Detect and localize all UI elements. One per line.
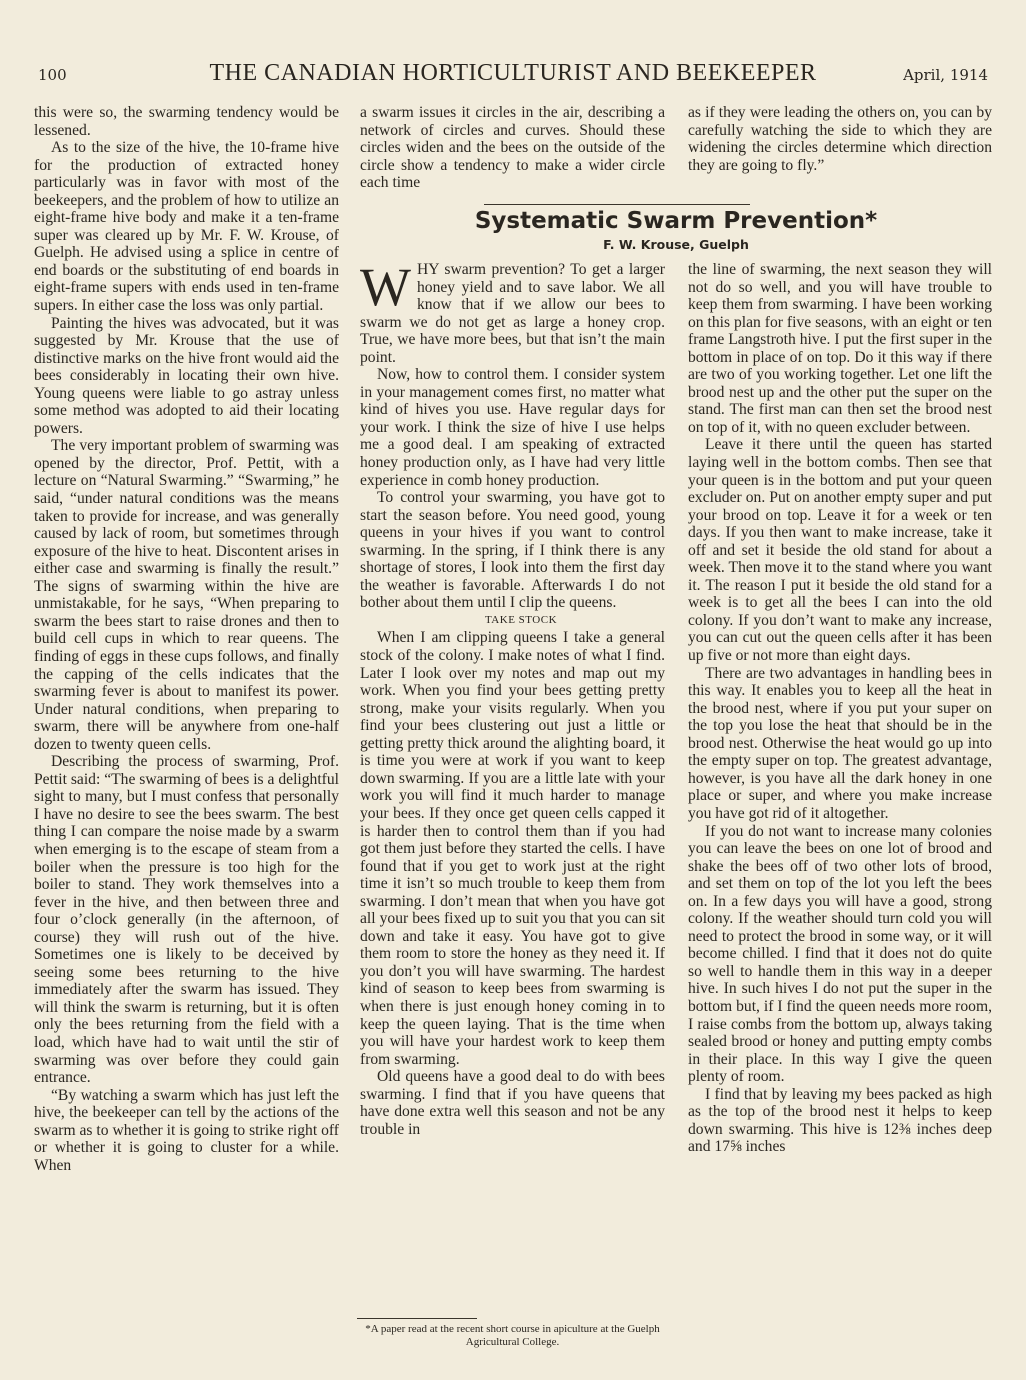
paragraph: To control your swarming, you have got to start the season before. You need good, young queens in your hives if you want to control swarming. In the spring, if I think there is any shortage of stores, I look into them the first day the weather is favorable. Afterwards I do not bother about them until I clip the queens. (360, 489, 665, 612)
page-header (34, 58, 992, 88)
paragraph: The very important problem of swarming was opened by the director, Prof. Pettit, with a lecture on “Natural Swarming.” “Swarming,” he said, “under natural conditions was the means taken to provide for increase, and was generally caused by lack of room, but sometimes through exposure of the hive to heat. Discontent arises in either case and swarming is finally the result.” The signs of swarming within the hive are unmistakable, for he says, “When preparing to swarm the bees start to raise drones and then to build cell cups in which to rear queens. The finding of eggs in these cups follows, and finally the capping of the cells indicates that the swarming fever is about to manifest its power. Under natural conditions, when preparing to swarm, there will be anywhere from one-half dozen to twenty queen cells. (34, 437, 339, 753)
article-divider (484, 204, 750, 205)
paragraph: When I am clipping queens I take a general stock of the colony. I make notes of what I find. Later I look over my notes and map out my work. When you find your bees getting pretty strong, make your visits regularly. When you find your bees clustering out just a little or getting pretty thick around the alighting board, it is time you were at work if you want to keep down swarming. If you are a little late with your work you will find it much harder to manage your bees. If they once get queen cells capped it is harder then to control them than if you had got them just before they started the cells. I have found that if you get to work just at the right time it isn’t so much trouble to keep them from swarming. I don’t mean that when you have got all your bees fixed up to suit you that you can sit down and take it easy. You have got to give them room to store the honey as they need it. If you don’t you will have swarming. The hardest kind of season to keep bees from swarming is when there is just enough honey coming in to keep the queen laying. That is the time when you will have your hardest work to keep them from swarming. (360, 629, 665, 1068)
footnote: *A paper read at the recent short course in apiculture at the Guelph Agricultural College. (365, 1323, 660, 1348)
paragraph: Now, how to control them. I consider system in your management comes first, no matter what kind of hives you use. Have regular days for your work. I think the size of hive I use helps me a good deal. I am speaking of extracted honey production only, as I have had very little experience in comb honey production. (360, 366, 665, 489)
paragraph: Leave it there until the queen has started laying well in the bottom combs. Then see that your queen is in the bottom and put your queen excluder on. Put on another empty super and put your brood on top. Leave it for a week or ten days. If you then want to make increase, take it off and set it beside the old stand for about a week. Then move it to the stand where you want it. The reason I put it beside the old stand for a week is to get all the bees I can into the old colony. If you don’t want to make any increase, you can cut out the queen cells after it has been up five or not more than eight days. (688, 436, 992, 665)
paragraph: Painting the hives was advocated, but it was suggested by Mr. Krouse that the use of distinctive marks on the hive front would aid the bees considerably in locating their own hive. Young queens were liable to go astray unless some method was adopted to aid their locating powers. (34, 314, 339, 437)
journal-title: THE CANADIAN HORTICULTURIST AND BEEKEEPER (209, 60, 817, 86)
page-number: 100 (38, 66, 67, 84)
article-title: Systematic Swarm Prevention* (474, 208, 878, 234)
paragraph: this were so, the swarming tendency would be lessened. (34, 104, 339, 139)
paragraph: I find that by leaving my bees packed as high as the top of the brood nest it helps to keep down swarming. This hive is 12⅜ inches deep and 17⅝ inches (688, 1085, 992, 1156)
article-byline: F. W. Krouse, Guelph (603, 237, 749, 252)
paragraph: Old queens have a good deal to do with bees swarming. I find that if you have queens that have done extra well this season and not be any trouble in (360, 1068, 665, 1138)
paragraph (360, 257, 665, 366)
paragraph: as if they were leading the others on, you can by carefully watching the side to which they are widening the circles determine which direction they are going to fly.” (688, 104, 992, 174)
article-column-middle (360, 257, 665, 1138)
column-left (34, 104, 339, 1174)
paragraph-text: HY swarm prevention? To get a larger honey yield and to save labor. We all know that if we allow our bees to swarm we do not get as large a honey crop. True, we have more bees, but that isn’t the main point. (360, 261, 665, 366)
drop-cap: W (360, 257, 411, 317)
article-column-right (688, 261, 992, 1156)
paragraph: If you do not want to increase many colonies you can leave the bees on one lot of brood and shake the bees off of two other lots of brood, and set them on top of the lot you left the bees on. In a few days you will have a good, strong colony. If the weather should turn cold you will need to protect the brood in some way, or it will become chilled. I find that it does not do quite so well to handle them in this way in a deeper hive. In such hives I do not put the super in the bottom but, if I find the queen needs more room, I raise combs from the bottom up, always taking sealed brood or honey and putting empty combs in their place. In this way I give the queen plenty of room. (688, 822, 992, 1086)
section-subhead: TAKE STOCK (484, 613, 558, 626)
paragraph: There are two advantages in handling bees in this way. It enables you to keep all the heat in the brood nest, where if you put your super on the top you lose the heat that should be in the brood nest. Otherwise the heat would go up into the empty super on top. The greatest advantage, however, is you have all the dark honey in one place or super, and where you make increase you have got rid of it altogether. (688, 664, 992, 822)
issue-date: April, 1914 (903, 66, 988, 84)
paragraph: Describing the process of swarming, Prof. Pettit said: “The swarming of bees is a delightful sight to many, but I must confess that personally I have no desire to see the bees swarm. The best thing I can compare the noise made by a swarm when emerging is to the escape of steam from a boiler when the pressure is too high for the boiler to stand. They work themselves into a fever in the hive, and then between three and four o’clock generally (in the afternoon, of course) they will rush out of the hive. Sometimes one is likely to be deceived by seeing some bees returning to the hive immediately after the swarm has issued. They will think the swarm is returning, but it is often only the bees returning from the field with a load, which have had to wait until the stir of swarming was over before they could gain entrance. (34, 753, 339, 1087)
paragraph: a swarm issues it circles in the air, describing a network of circles and curves. Should these circles widen and the bees on the outside of the circle show a tendency to make a wider circle each time (360, 104, 665, 192)
paragraph: “By watching a swarm which has just left the hive, the beekeeper can tell by the actions of the swarm as to whether it is going to strike right off or whether it is going to cluster for a while. When (34, 1086, 339, 1174)
paragraph: the line of swarming, the next season they will not do so well, and you will have trouble to keep them from swarming. I have been working on this plan for five seasons, with an eight or ten frame Langstroth hive. I put the first super in the bottom in place of on top. Do it this way if there are two of you working together. Let one lift the brood nest up and the other put the super on the stand. The first man can then set the brood nest on top of it, with no queen excluder between. (688, 261, 992, 436)
column-middle-top (360, 104, 665, 192)
paragraph: As to the size of the hive, the 10-frame hive for the production of extracted honey particularly was in favor with most of the beekeepers, and the problem of how to utilize an eight-frame hive body and make it a ten-frame super was cleared up by Mr. F. W. Krouse, of Guelph. He advised using a splice in centre of end boards or the substituting of end boards in eight-frame supers with ends used in ten-frame supers. In either case the loss was only partial. (34, 139, 339, 315)
column-right-top (688, 104, 992, 174)
footnote-divider (357, 1318, 477, 1319)
